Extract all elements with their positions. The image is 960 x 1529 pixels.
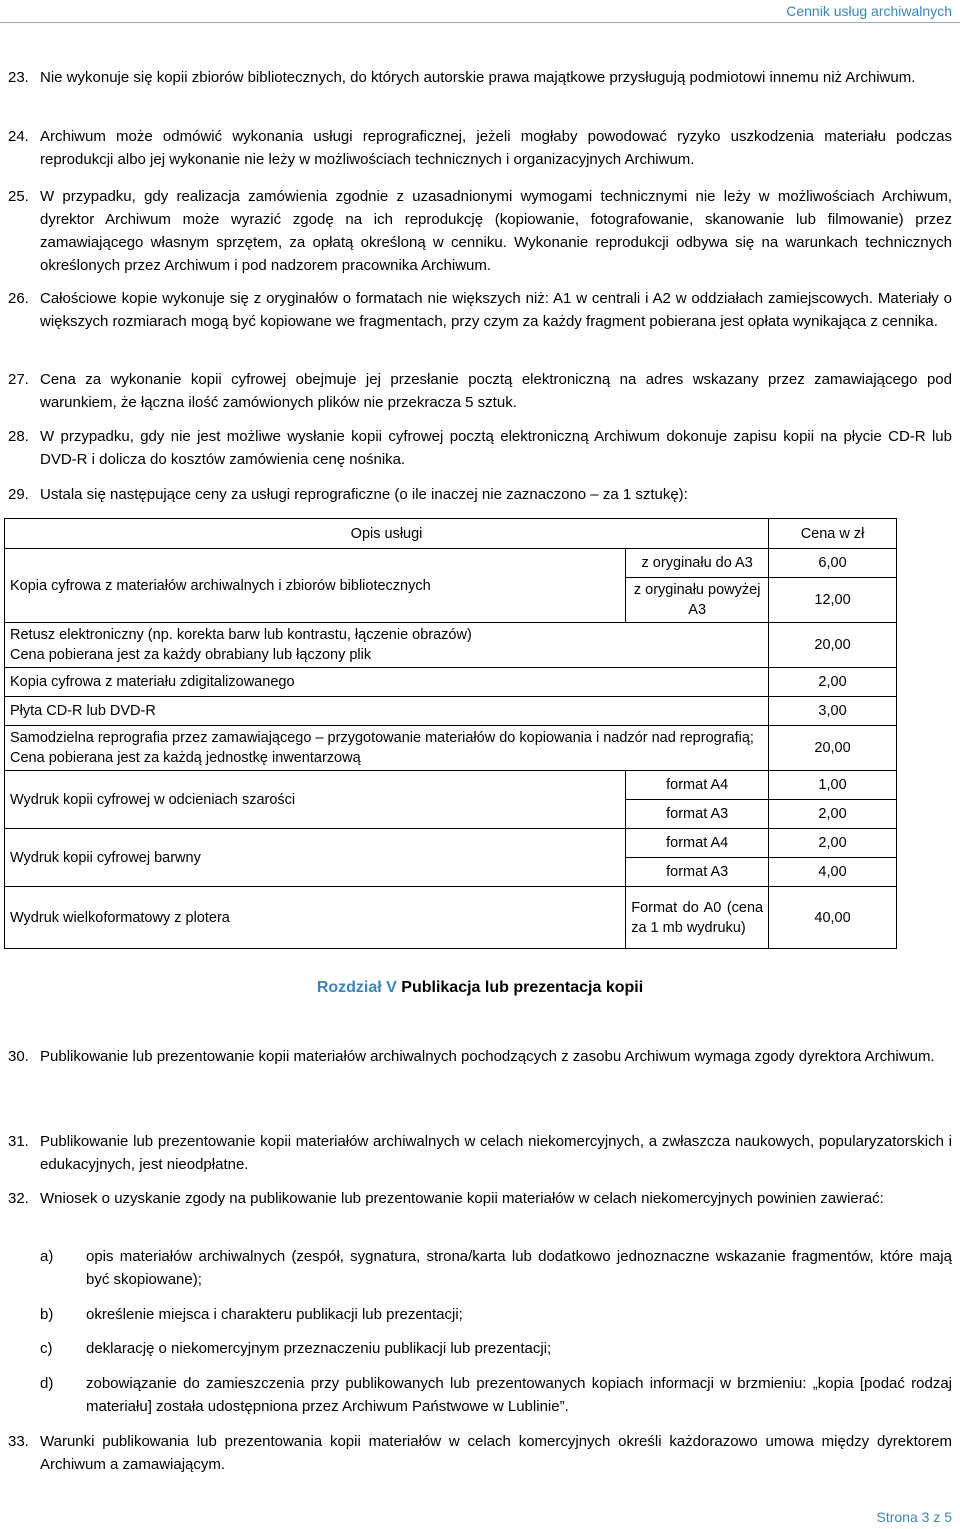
list-letter: c) — [40, 1340, 53, 1357]
paragraph-number: 23. — [8, 69, 29, 86]
service-color-print: Wydruk kopii cyfrowej barwny — [5, 829, 626, 887]
section-title — [0, 976, 960, 999]
table-row — [5, 726, 897, 771]
service-digitized: Kopia cyfrowa z materiału zdigitalizowanego — [5, 668, 769, 697]
price-cell: 4,00 — [769, 858, 897, 887]
table-row — [5, 549, 897, 578]
price-cell: 2,00 — [769, 668, 897, 697]
service-retouch — [5, 623, 769, 668]
page-number: Strona 3 z 5 — [876, 1509, 952, 1525]
paragraph-text: Nie wykonuje się kopii zbiorów bibliotecznych, do których autorskie prawa majątkowe przysługują podmiotowi innemu niż Archiwum. — [40, 69, 916, 86]
service-line: Retusz elektroniczny (np. korekta barw lub kontrastu, łączenie obrazów) — [10, 627, 472, 643]
service-digital-copy: Kopia cyfrowa z materiałów archiwalnych i zbiorów bibliotecznych — [5, 549, 626, 623]
paragraph-text: Ustala się następujące ceny za usługi reprograficzne (o ile inaczej nie zaznaczono – za 1 sztukę): — [40, 486, 688, 503]
condition-cell: z oryginału powyżej A3 — [626, 578, 769, 623]
paragraph-30 — [8, 1045, 952, 1068]
header-price: Cena w zł — [769, 519, 897, 549]
paragraph-number: 29. — [8, 486, 29, 503]
paragraph-text: Wniosek o uzyskanie zgody na publikowanie lub prezentowanie kopii materiałów w celach niekomercyjnych powinien zawierać: — [40, 1190, 884, 1207]
paragraph-25 — [8, 185, 952, 277]
price-cell: 2,00 — [769, 800, 897, 829]
condition-cell: format A3 — [626, 858, 769, 887]
price-cell: 40,00 — [769, 887, 897, 949]
paragraph-31 — [8, 1130, 952, 1176]
paragraph-number: 32. — [8, 1190, 29, 1207]
service-disc: Płyta CD-R lub DVD-R — [5, 697, 769, 726]
paragraph-number: 33. — [8, 1433, 29, 1450]
paragraph-number: 28. — [8, 428, 29, 445]
condition-cell: z oryginału do A3 — [626, 549, 769, 578]
table-header-row — [5, 519, 897, 549]
service-line: Cena pobierana jest za każdy obrabiany lub łączony plik — [10, 647, 372, 663]
paragraph-24 — [8, 125, 952, 171]
table-row — [5, 623, 897, 668]
paragraph-number: 31. — [8, 1133, 29, 1150]
table-row — [5, 771, 897, 800]
price-cell: 20,00 — [769, 623, 897, 668]
paragraph-32 — [8, 1187, 952, 1210]
paragraph-text: W przypadku, gdy nie jest możliwe wysłanie kopii cyfrowej pocztą elektroniczną Archiwum dokonuje zapisu kopii na płycie CD-R lub DVD-R i dolicza do kosztów zamówienia cenę nośnika. — [40, 428, 952, 468]
list-item-c — [40, 1337, 952, 1360]
price-table — [4, 518, 897, 949]
paragraph-27 — [8, 368, 952, 414]
price-cell: 6,00 — [769, 549, 897, 578]
paragraph-26 — [8, 287, 952, 333]
service-line: Samodzielna reprografia przez zamawiającego – przygotowanie materiałów do kopiowania i nadzór nad reprografią; — [10, 730, 754, 746]
paragraph-text: Publikowanie lub prezentowanie kopii materiałów archiwalnych pochodzących z zasobu Archiwum wymaga zgody dyrektora Archiwum. — [40, 1048, 935, 1065]
price-cell: 20,00 — [769, 726, 897, 771]
list-text: zobowiązanie do zamieszczenia przy publikowanych lub prezentowanych kopiach informacji w brzmieniu: „kopia [podać rodzaj materiału] została udostępniona przez Archiwum Państwowe w Lublinie”. — [86, 1375, 952, 1415]
price-cell: 1,00 — [769, 771, 897, 800]
service-line: Cena pobierana jest za każdą jednostkę inwentarzową — [10, 750, 361, 766]
list-text: deklarację o niekomercyjnym przeznaczeniu publikacji lub prezentacji; — [86, 1340, 552, 1357]
service-gray-print: Wydruk kopii cyfrowej w odcieniach szarości — [5, 771, 626, 829]
paragraph-number: 25. — [8, 188, 29, 205]
paragraph-number: 24. — [8, 128, 29, 145]
condition-cell: format A3 — [626, 800, 769, 829]
price-cell: 3,00 — [769, 697, 897, 726]
paragraph-text: Publikowanie lub prezentowanie kopii materiałów archiwalnych w celach niekomercyjnych, a zwłaszcza naukowych, popularyzatorskich i edukacyjnych, jest nieodpłatne. — [40, 1133, 952, 1173]
list-item-d — [40, 1372, 952, 1418]
paragraph-number: 26. — [8, 290, 29, 307]
section-label: Rozdział V — [316, 979, 397, 996]
list-letter: a) — [40, 1248, 54, 1265]
paragraph-23 — [8, 66, 952, 89]
table-row — [5, 668, 897, 697]
paragraph-33 — [8, 1430, 952, 1476]
service-plotter: Wydruk wielkoformatowy z plotera — [5, 887, 626, 949]
price-cell: 12,00 — [769, 578, 897, 623]
paragraph-number: 30. — [8, 1048, 29, 1065]
table-row — [5, 887, 897, 949]
list-text: określenie miejsca i charakteru publikacji lub prezentacji; — [86, 1306, 463, 1323]
price-cell: 2,00 — [769, 829, 897, 858]
paragraph-29 — [8, 483, 952, 506]
condition-cell: format A4 — [626, 771, 769, 800]
paragraph-number: 27. — [8, 371, 29, 388]
table-row — [5, 697, 897, 726]
condition-cell: format A4 — [626, 829, 769, 858]
paragraph-text: Archiwum może odmówić wykonania usługi reprograficznej, jeżeli mogłaby powodować ryzyko uszkodzenia materiału podczas reprodukcji albo jej wykonanie nie leży w możliwościach technicznych i organizacyjnych Archiwum. — [40, 128, 952, 168]
paragraph-text: Całościowe kopie wykonuje się z oryginałów o formatach nie większych niż: A1 w centrali i A2 w oddziałach zamiejscowych. Materiały o większych rozmiarach mogą być kopiowane we fragmentach, przy czym za każdy fragment pobierana jest opłata wynikająca z cennika. — [40, 290, 952, 330]
running-head: Cennik usług archiwalnych — [786, 3, 952, 19]
list-item-a — [40, 1245, 952, 1291]
paragraph-text: Cena za wykonanie kopii cyfrowej obejmuje jej przesłanie pocztą elektroniczną na adres wskazany przez zamawiającego pod warunkiem, że łączna ilość zamówionych plików nie przekracza 5 sztuk. — [40, 371, 952, 411]
paragraph-text: W przypadku, gdy realizacja zamówienia zgodnie z uzasadnionymi wymogami technicznymi nie leży w możliwościach Archiwum, dyrektor Archiwum może wyrazić zgodę na ich reprodukcję (kopiowanie, fotografowanie, skanowanie lub filmowanie) przez zamawiającego własnym sprzętem, za opłatą określoną w cenniku. Wykonanie reprodukcji odbywa się na warunkach technicznych określonych przez Archiwum i pod nadzorem pracownika Archiwum. — [40, 188, 952, 274]
list-letter: d) — [40, 1375, 54, 1392]
list-letter: b) — [40, 1306, 54, 1323]
service-self-repro — [5, 726, 769, 771]
list-text: opis materiałów archiwalnych (zespół, sygnatura, strona/karta lub dodatkowo jednoznaczne wskazanie fragmentów, które mają być skopiowane); — [86, 1248, 952, 1288]
list-item-b — [40, 1303, 952, 1326]
header-rule — [0, 22, 960, 23]
table-row — [5, 829, 897, 858]
header-service: Opis usługi — [5, 519, 769, 549]
condition-cell: Format do A0 (cena za 1 mb wydruku) — [626, 887, 769, 949]
section-heading: Publikacja lub prezentacja kopii — [401, 979, 644, 996]
paragraph-28 — [8, 425, 952, 471]
paragraph-text: Warunki publikowania lub prezentowania kopii materiałów w celach komercyjnych określi każdorazowo umowa między dyrektorem Archiwum a zamawiającym. — [40, 1433, 952, 1473]
